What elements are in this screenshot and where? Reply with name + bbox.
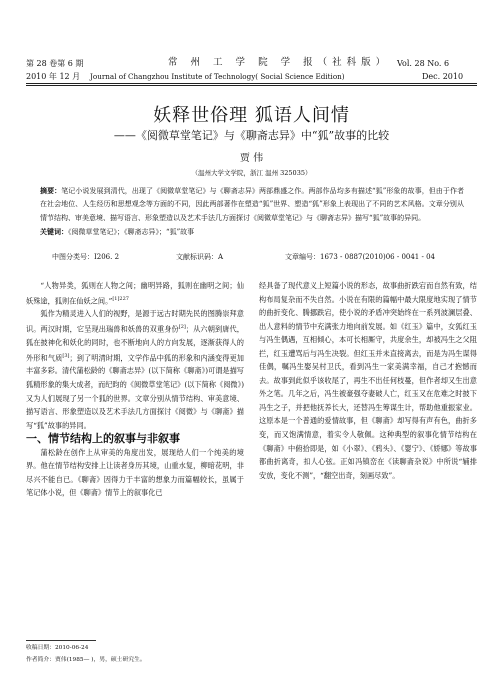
- article-author: 贾 伟: [239, 153, 264, 164]
- header-journal-cn: 常 州 工 学 院 学 报（社科版）: [168, 57, 391, 68]
- intro-text-1: 狐作为精灵进入人们的视野，是源于远古时期先民的图腾崇拜意识。两汉时期，它呈现出瑞兽和妖兽的双重身份: [26, 309, 244, 334]
- author-affiliation: （温州大学文学院，浙江 温州 325035）: [191, 169, 312, 177]
- header-journal-en: Journal of Changzhou Institute of Technology( Social Science Edition): [90, 72, 345, 81]
- intro-text-3: ；到了明清时期，文学作品中狐的形象和内涵变得更加丰富多彩。清代蒲松龄的《聊斋志异》(以下简称《聊斋》)可谓是描写狐精形象的集大成者，而纪昀的《阅微草堂笔记》(以下简称《阅微》)又为人们展现了另一个狐的世界。文章分别从情节结构、审美意境、描写语言、形象塑造以及艺术手法几方面探讨《阅微》与《聊斋》描写“狐”故事的异同。: [26, 352, 244, 430]
- epigraph-ref: [1]227: [112, 295, 129, 302]
- header-volume-en: Vol. 28 No. 6: [397, 59, 450, 68]
- keywords-label: 关键词：: [40, 227, 68, 237]
- header-date-en: Dec. 2010: [422, 72, 464, 81]
- intro-paragraph: [26, 307, 244, 432]
- intro-ref-2: [3]: [62, 352, 70, 359]
- abstract-text: 笔记小说发展到清代，出现了《阅微草堂笔记》与《聊斋志异》两部鼎盛之作。两部作品均多有描述“狐”形象的故事，但由于作者在社会地位、人生经历和思想观念等方面的不同，因此两部著作在塑造“狐”世界、塑造“狐”形象上表现出了不同的艺术风格。文章分别从情节结构、审美意境、描写语言、形象塑造以及艺术手法几方面探讨《阅微草堂笔记》与《聊斋志异》描写“狐”故事的异同。: [40, 187, 465, 222]
- right-column-paragraph: 经具备了现代意义上短篇小说的形态，故事曲折跌宕而自然有致，结构布局复杂而不失自然。小说在有限的篇幅中最大限度地实现了情节的曲折变化、腾挪跌宕，使小说的矛盾冲突始终在一系列波澜层叠、出人意料的情节中充满张力地向前发展。如《红玉》篇中，女狐红玉与冯生偶遇，互相倾心，本可长相厮守，共度余生，却被冯生之父阻拦，红玉遭骂后与冯生决裂。但红玉并未直接离去，而是为冯生谋得佳偶，嘱冯生娶吴村卫氏，看到冯生一家美满幸福，自己才抱憾而去。故事到此似乎该收尾了，再生不出任何枝蔓，但作者却又生出意外之笔。几年之后，冯生被豪强夺妻破人亡，红玉又在危难之时披下冯生之子，并把他抚养长大，还替冯生筹谋生计，帮助他重振家业。这原本是一个普通的爱情故事，但《聊斋》却写得有声有色，曲折多变，而又饱满情意，着实令人敬佩。这种典型的叙事化情节结构在《聊斋》中俯拾即是，如《小翠》、《鸦头》、《婴宁》、《娇娜》等故事都曲折离奇，扣人心弦。正如冯镇峦在《读聊斋杂说》中所说“辅排安放，变化不测”，“翻空出奇，刻画尽致”。: [259, 281, 477, 480]
- intro-ref-1: [2]: [178, 324, 186, 331]
- epigraph-text: “人物异类，狐则在人物之间；幽明异路，狐则在幽明之间；仙妖殊途，狐则在仙妖之间。”: [26, 281, 244, 305]
- intro-text-2: ；从六朝到唐代，狐在披神化和妖化的同时，也不断地向人的方向发展，逐渐获得人的外形和气质: [26, 324, 244, 362]
- keywords-text: 《阅微草堂笔记》；《聊斋志异》；“狐”故事: [68, 228, 195, 237]
- article-subtitle: ——《阅微草堂笔记》与《聊斋志异》中“狐”故事的比较: [113, 129, 390, 142]
- header-rule-top: [26, 83, 477, 84]
- clc-number: 中图分类号：I206. 2: [52, 253, 120, 261]
- header-date-cn: 2010 年 12 月: [26, 72, 81, 81]
- document-code: 文献标识码：A: [176, 253, 224, 261]
- footnote-rule: [26, 640, 96, 641]
- section-heading-1: 一、情节结构上的叙事与非叙事: [26, 432, 180, 446]
- author-bio: 作者简介：贾伟(1985— )，男，硕士研究生。: [26, 657, 146, 663]
- right-column: [259, 279, 477, 482]
- header-rule-bottom: [26, 85, 477, 86]
- abstract-label: 摘要：: [40, 186, 62, 195]
- abstract: [40, 184, 464, 240]
- section-1-paragraph: 蒲松龄在创作上从审美的角度出发，展现给人们一个纯美的境界。他在情节结构安排上让读者身历其境，山重水复，柳暗花明，非尽兴不能自已。《聊斋》因得力于丰富的想象力而篇幅较长，虽属于笔记体小说，但《聊斋》情节上的叙事化已: [26, 447, 244, 498]
- left-column: [26, 279, 244, 500]
- epigraph: [26, 279, 244, 307]
- article-title: 妖释世俗理 狐语人间情: [153, 105, 350, 126]
- article-number: 文章编号：1673 - 0887(2010)06 - 0041 - 04: [285, 253, 435, 261]
- received-date: 收稿日期：2010-06-24: [26, 645, 89, 651]
- header-volume-cn: 第 28 卷第 6 期: [26, 59, 84, 68]
- footnote: [26, 642, 146, 666]
